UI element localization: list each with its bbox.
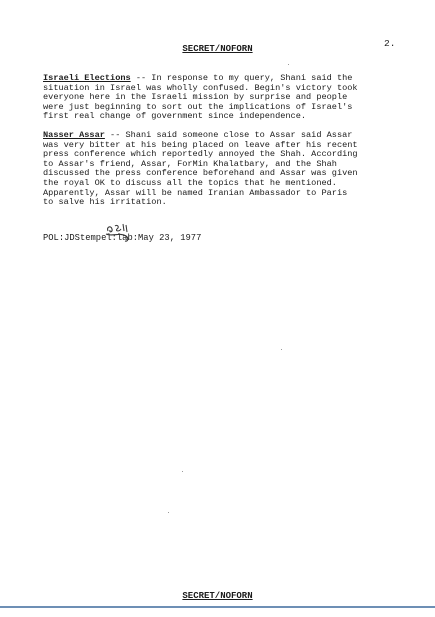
paragraph-line: press conference which reportedly annoyed the Shah. According (43, 149, 358, 160)
page-number: 2. (384, 38, 396, 49)
paragraph-line: to salve his irritation. (43, 197, 167, 208)
classification-header: SECRET/NOFORN (182, 44, 253, 54)
paragraph-line: Apparently, Assar will be named Iranian Ambassador to Paris (43, 187, 348, 198)
paragraph-line: was very bitter at his being placed on leave after his recent (43, 139, 358, 150)
paragraph-heading: Israeli Elections (43, 73, 131, 83)
drafter-signature-line: POL:JDStempel:lab:May 23, 1977 (43, 233, 202, 243)
paragraph-line: to Assar's friend, Assar, ForMin Khalatbary, and the Shah (43, 158, 337, 169)
handwritten-initials-mark (102, 222, 142, 244)
paragraph-nasser-assar (43, 131, 415, 208)
paragraph-line: discussed the press conference beforehand and Assar was given (43, 168, 358, 179)
paper-speck (168, 512, 169, 513)
paragraph-line: first real change of government since independence. (43, 111, 307, 122)
paragraph-heading: Nasser Assar (43, 130, 105, 140)
paragraph-line: everyone here in the Israeli mission by surprise and people (43, 92, 348, 103)
paper-speck (288, 64, 289, 65)
paper-speck (281, 349, 282, 350)
paragraph-text: -- In response to my query, Shani said the (130, 73, 353, 83)
page-bottom-border (0, 606, 435, 608)
paragraph-line: were just beginning to sort out the implications of Israel's (43, 101, 353, 112)
classification-footer: SECRET/NOFORN (182, 591, 253, 601)
paragraph-text: -- Shani said someone close to Assar said Assar (104, 130, 353, 140)
paragraph-israeli-elections (43, 74, 415, 122)
paper-speck (182, 471, 183, 472)
paragraph-line: situation in Israel was wholly confused. Begin's victory took (43, 82, 358, 93)
paragraph-line: the royal OK to discuss all the topics that he mentioned. (43, 177, 337, 188)
